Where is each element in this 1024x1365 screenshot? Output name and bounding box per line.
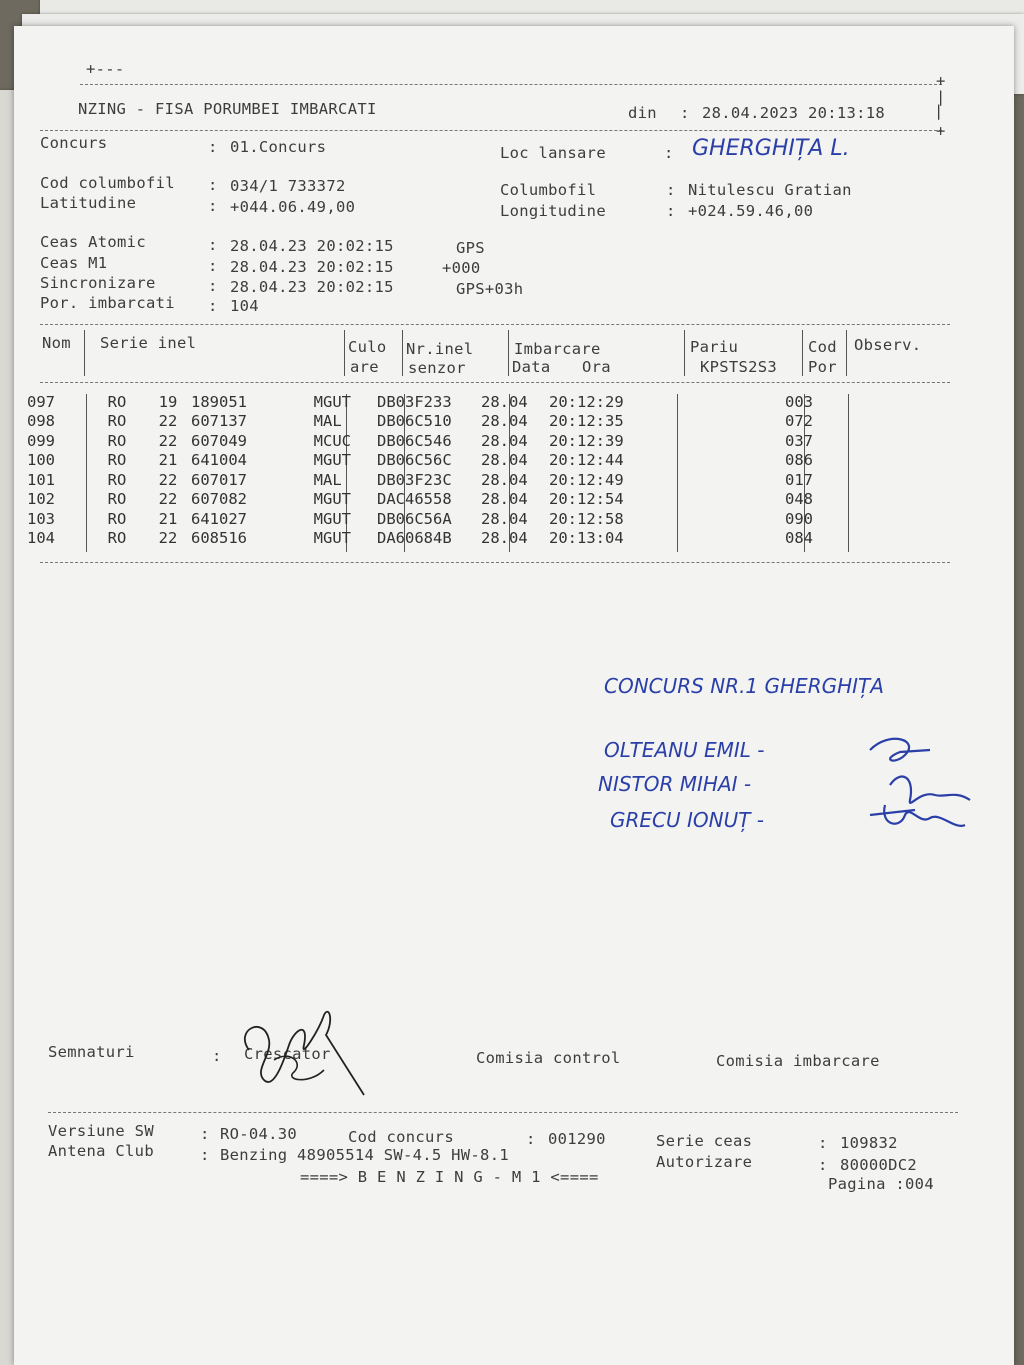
ceas-m1-sep: : [208, 257, 218, 275]
cell-nom: 100 [27, 451, 55, 470]
lat-value: +044.06.49,00 [230, 198, 356, 216]
versiune-value: RO-04.30 [220, 1125, 298, 1143]
cell-ring: 607049 [191, 431, 247, 450]
plus-marker: +--- [86, 60, 125, 78]
col-header-are: are [350, 358, 379, 376]
col-header-serie: Serie inel [100, 334, 197, 352]
cell-ring: 641027 [191, 509, 247, 528]
loc-handwritten: GHERGHIȚA L. [692, 136, 850, 161]
cell-pariu [659, 431, 785, 451]
date-separator: : [680, 104, 690, 122]
cell-color: GUT [323, 509, 351, 528]
cell-year: 22 [158, 470, 178, 489]
antena-label: Antena Club [48, 1142, 154, 1160]
benzing-banner: ====> B E N Z I N G - M 1 <==== [300, 1168, 599, 1186]
ceas-atomic-suffix: GPS [456, 239, 485, 257]
cell-country: RO [107, 509, 127, 528]
cod-sep: : [208, 176, 218, 194]
cell-pariu [659, 392, 785, 412]
cell-country: RO [107, 392, 127, 411]
table-row [27, 412, 829, 432]
cell-country: RO [107, 451, 127, 470]
table-row [27, 431, 829, 451]
por-label: Por. imbarcati [40, 294, 175, 312]
cod-concurs-sep: : [526, 1130, 536, 1148]
cell-color: GUT [323, 451, 351, 470]
table-header-rule [40, 382, 950, 383]
cell-time: 20:12:35 [549, 412, 624, 431]
versiune-sep: : [200, 1125, 210, 1143]
header-top-rule [80, 84, 942, 85]
antena-value: Benzing 48905514 SW-4.5 HW-8.1 [220, 1146, 509, 1164]
cell-sensor: DB03F23C [377, 470, 452, 489]
pigeon-table [27, 392, 829, 548]
cell-ring: 607017 [191, 470, 247, 489]
autorizare-value: 80000DC2 [840, 1156, 918, 1174]
crescator-label: Crescator [244, 1045, 331, 1063]
cell-color: AL [323, 412, 342, 431]
cell-ring: 607137 [191, 412, 247, 431]
col-header-kpsts: KPSTS2S3 [700, 358, 778, 376]
cell-nom: 104 [27, 529, 55, 548]
cell-date: 28.04 [481, 529, 528, 548]
footer-rule [48, 1112, 958, 1113]
cell-date: 28.04 [481, 392, 528, 411]
cell-time: 20:13:04 [549, 529, 624, 548]
cell-nom: 097 [27, 392, 55, 411]
cell-cod: 072 [785, 412, 813, 431]
table-row [27, 470, 829, 490]
table-row [27, 392, 829, 412]
cell-ring: 608516 [191, 529, 247, 548]
ceas-m1-suffix: +000 [442, 259, 481, 277]
comisia-control-label: Comisia control [476, 1049, 621, 1067]
serie-ceas-value: 109832 [840, 1134, 898, 1152]
cell-nom: 099 [27, 431, 55, 450]
sincronizare-label: Sincronizare [40, 274, 156, 292]
long-value: +024.59.46,00 [688, 202, 814, 220]
cell-nom: 101 [27, 470, 55, 489]
cell-sex: M [313, 412, 323, 431]
header-bottom-rule [40, 130, 942, 131]
cod-label: Cod columbofil [40, 174, 175, 192]
signature-committee [860, 730, 980, 850]
col-header-culo: Culo [348, 338, 387, 356]
signatures-sep: : [212, 1047, 222, 1065]
cell-color: CUC [323, 431, 351, 450]
cell-sex: M [313, 392, 323, 411]
col-header-ora: Ora [582, 358, 611, 376]
cell-sensor: DB03F233 [377, 392, 452, 411]
cell-color: AL [323, 470, 342, 489]
header-corner: | [936, 88, 946, 106]
sincronizare-sep: : [208, 277, 218, 295]
header-corner: | [934, 102, 944, 120]
ceas-atomic-value: 28.04.23 20:02:15 [230, 237, 394, 255]
cell-sex: M [313, 509, 323, 528]
col-divider [344, 330, 345, 376]
ceas-atomic-sep: : [208, 236, 218, 254]
col-header-nom: Nom [42, 334, 71, 352]
cell-cod: 084 [785, 529, 813, 548]
cell-year: 19 [158, 392, 178, 411]
col-header-cod: Cod [808, 338, 837, 356]
cell-cod: 003 [785, 392, 813, 411]
concurs-label: Concurs [40, 134, 108, 152]
cell-nom: 103 [27, 509, 55, 528]
cell-sex: M [313, 470, 323, 489]
table-row [27, 529, 829, 549]
ceas-atomic-label: Ceas Atomic [40, 233, 146, 251]
lat-sep: : [208, 197, 218, 215]
cell-cod: 086 [785, 451, 813, 470]
cell-sensor: DA60684B [377, 529, 452, 548]
signatures-label: Semnaturi [48, 1043, 135, 1061]
table-bottom-rule [40, 562, 950, 563]
cell-sensor: DAC46558 [377, 490, 452, 509]
col-divider [508, 330, 509, 376]
cell-pariu [659, 529, 785, 549]
cell-time: 20:12:44 [549, 451, 624, 470]
cell-color: GUT [323, 529, 351, 548]
cell-date: 28.04 [481, 490, 528, 509]
cell-color: GUT [323, 392, 351, 411]
cell-sex: M [313, 451, 323, 470]
columbofil-value: Nitulescu Gratian [688, 181, 852, 199]
col-header-data: Data [512, 358, 551, 376]
cell-time: 20:12:58 [549, 509, 624, 528]
sincronizare-suffix: GPS+03h [456, 280, 524, 298]
por-sep: : [208, 297, 218, 315]
cell-sensor: DB06C56C [377, 451, 452, 470]
loc-label: Loc lansare [500, 144, 606, 162]
table-row [27, 490, 829, 510]
cell-year: 21 [158, 451, 178, 470]
comisia-imbarcare-label: Comisia imbarcare [716, 1052, 880, 1070]
cell-pariu [659, 470, 785, 490]
col-header-senzor: senzor [408, 359, 466, 377]
cell-ring: 189051 [191, 392, 247, 411]
cell-year: 22 [158, 490, 178, 509]
cell-country: RO [107, 529, 127, 548]
cell-cod: 048 [785, 490, 813, 509]
concurs-value: 01.Concurs [230, 138, 327, 156]
serie-ceas-label: Serie ceas [656, 1132, 753, 1150]
cell-color: GUT [323, 490, 351, 509]
cell-time: 20:12:49 [549, 470, 624, 489]
cell-country: RO [107, 470, 127, 489]
col-header-imbarcare: Imbarcare [514, 340, 601, 358]
table-row [27, 509, 829, 529]
document-title: NZING - FISA PORUMBEI IMBARCATI [78, 100, 377, 118]
cell-cod: 090 [785, 509, 813, 528]
table-row [27, 451, 829, 471]
row-divider [848, 394, 849, 552]
table-top-rule [40, 324, 950, 325]
cod-value: 034/1 733372 [230, 177, 346, 195]
antena-sep: : [200, 1146, 210, 1164]
cell-time: 20:12:29 [549, 392, 624, 411]
date-label: din [628, 104, 657, 122]
handwritten-name-3: GRECU IONUȚ - [610, 808, 765, 832]
por-value: 104 [230, 297, 259, 315]
cell-time: 20:12:54 [549, 490, 624, 509]
autorizare-sep: : [818, 1156, 828, 1174]
cod-concurs-label: Cod concurs [348, 1128, 454, 1146]
cell-sensor: DB06C510 [377, 412, 452, 431]
col-divider [684, 330, 685, 376]
cell-nom: 102 [27, 490, 55, 509]
versiune-label: Versiune SW [48, 1122, 154, 1140]
col-divider [402, 330, 403, 376]
cell-ring: 641004 [191, 451, 247, 470]
cell-sex: M [313, 431, 323, 450]
cell-ring: 607082 [191, 490, 247, 509]
cell-nom: 098 [27, 412, 55, 431]
page-number: Pagina :004 [828, 1175, 934, 1193]
cell-year: 22 [158, 412, 178, 431]
cell-sensor: DB06C56A [377, 509, 452, 528]
col-header-observ: Observ. [854, 336, 922, 354]
autorizare-label: Autorizare [656, 1153, 753, 1171]
cell-pariu [659, 412, 785, 432]
serie-ceas-sep: : [818, 1134, 828, 1152]
cell-date: 28.04 [481, 431, 528, 450]
ceas-m1-value: 28.04.23 20:02:15 [230, 258, 394, 276]
cell-country: RO [107, 490, 127, 509]
cell-country: RO [107, 412, 127, 431]
cell-time: 20:12:39 [549, 431, 624, 450]
col-divider [846, 330, 847, 376]
concurs-sep: : [208, 138, 218, 156]
loc-sep: : [664, 144, 674, 162]
cell-sensor: DB06C546 [377, 431, 452, 450]
cell-cod: 017 [785, 470, 813, 489]
cell-cod: 037 [785, 431, 813, 450]
col-divider [84, 330, 85, 376]
signature-crescator [234, 1000, 374, 1100]
long-sep: : [666, 202, 676, 220]
cell-date: 28.04 [481, 451, 528, 470]
cell-year: 21 [158, 509, 178, 528]
col-header-nr-inel: Nr.inel [406, 340, 474, 358]
cell-pariu [659, 451, 785, 471]
long-label: Longitudine [500, 202, 606, 220]
columbofil-sep: : [666, 181, 676, 199]
handwritten-concurs: CONCURS NR.1 GHERGHIȚA [604, 674, 884, 698]
lat-label: Latitudine [40, 194, 137, 212]
col-header-por: Por [808, 358, 837, 376]
sincronizare-value: 28.04.23 20:02:15 [230, 278, 394, 296]
handwritten-name-1: OLTEANU EMIL - [604, 738, 765, 762]
ceas-m1-label: Ceas M1 [40, 254, 108, 272]
col-divider [802, 330, 803, 376]
cell-date: 28.04 [481, 412, 528, 431]
cell-pariu [659, 509, 785, 529]
cell-date: 28.04 [481, 509, 528, 528]
date-value: 28.04.2023 20:13:18 [702, 104, 886, 122]
cell-sex: M [313, 529, 323, 548]
header-corner: + [936, 122, 946, 140]
cell-sex: M [313, 490, 323, 509]
cell-year: 22 [158, 529, 178, 548]
handwritten-name-2: NISTOR MIHAI - [598, 772, 752, 796]
cell-date: 28.04 [481, 470, 528, 489]
header-corner: + [936, 72, 946, 90]
cell-country: RO [107, 431, 127, 450]
cell-year: 22 [158, 431, 178, 450]
cell-pariu [659, 490, 785, 510]
col-header-pariu: Pariu [690, 338, 739, 356]
columbofil-label: Columbofil [500, 181, 597, 199]
cod-concurs-value: 001290 [548, 1130, 606, 1148]
